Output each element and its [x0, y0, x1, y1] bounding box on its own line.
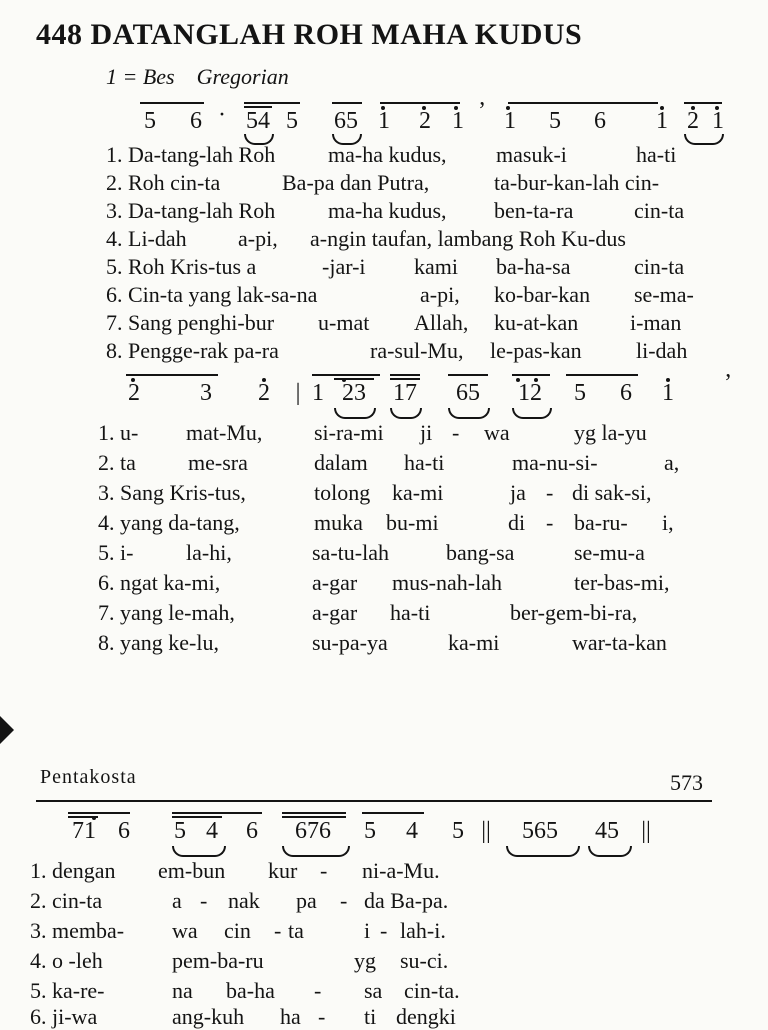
note: 1: [312, 380, 324, 406]
lyric-syllable: -: [320, 858, 328, 883]
key-label: 1 = Bes: [106, 64, 175, 89]
lyric-syllable: a-gar: [312, 600, 358, 625]
beam: [172, 812, 262, 814]
beam: [312, 374, 380, 376]
lyric-syllable: sa: [364, 978, 383, 1003]
lyric-syllable: li-dah: [636, 338, 688, 363]
lyric-syllable: i: [364, 918, 371, 943]
lyric-syllable: ha-ti: [390, 600, 431, 625]
slur: [282, 846, 350, 857]
key-signature: [106, 64, 289, 90]
verse-3-line-1: [0, 198, 768, 226]
lyric-syllable: tolong: [314, 480, 371, 505]
lyric-syllable: -: [318, 1004, 326, 1029]
lyric-syllable: 6. ji-wa: [30, 1004, 98, 1029]
lyric-syllable: ba-ru-: [574, 510, 628, 535]
note: 1: [712, 108, 724, 134]
note: 5: [549, 108, 561, 134]
lyric-syllable: di sak-si,: [572, 480, 652, 505]
lyric-syllable: 2. cin-ta: [30, 888, 103, 913]
note: 6: [620, 380, 632, 406]
note: 2: [258, 380, 270, 406]
lyric-syllable: yg la-yu: [574, 420, 647, 445]
lyric-syllable: mat-Mu,: [186, 420, 263, 445]
lyric-syllable: a-ngin taufan, lambang Roh Ku-dus: [310, 226, 626, 251]
verse-3-line-3: [0, 918, 768, 948]
verse-7-line-1: [0, 310, 768, 338]
note: 6: [190, 108, 202, 134]
lyric-syllable: lah-i.: [400, 918, 446, 943]
lyric-syllable: ha-ti: [404, 450, 445, 475]
lyric-syllable: yg: [354, 948, 376, 973]
lyric-syllable: sa-tu-lah: [312, 540, 389, 565]
note: 23: [342, 380, 366, 406]
lyric-syllable: wa: [172, 918, 198, 943]
lyric-syllable: ma-nu-si-: [512, 450, 598, 475]
lyric-syllable: ma-ha kudus,: [328, 142, 447, 167]
lyric-syllable: nak: [228, 888, 260, 913]
lyric-syllable: 6. Cin-ta yang lak-sa-na: [106, 282, 318, 307]
lyric-syllable: -jar-i: [322, 254, 366, 279]
slur: [512, 408, 552, 419]
lyric-syllable: Ba-pa dan Putra,: [282, 170, 430, 195]
beam: [126, 374, 218, 376]
lyric-syllable: cin-ta.: [404, 978, 460, 1003]
note: 1: [452, 108, 464, 134]
slur: [390, 408, 422, 419]
lyric-syllable: 2. Roh cin-ta: [106, 170, 221, 195]
lyric-syllable: se-mu-a: [574, 540, 645, 565]
lyric-syllable: 1. Da-tang-lah Roh: [106, 142, 276, 167]
lyric-syllable: i-man: [630, 310, 682, 335]
lyric-syllable: bu-mi: [386, 510, 439, 535]
lyric-syllable: cin-ta: [634, 254, 685, 279]
lyric-syllable: 4. yang da-tang,: [98, 510, 240, 535]
slur: [588, 846, 632, 857]
beam: [140, 102, 204, 104]
note: 17: [393, 380, 417, 406]
lyric-syllable: ha: [280, 1004, 301, 1029]
lyric-syllable: le-pas-kan: [490, 338, 582, 363]
lyric-syllable: me-sra: [188, 450, 248, 475]
breath-mark: ’: [724, 370, 732, 396]
double-barline: ||: [641, 818, 651, 844]
beam: [508, 102, 658, 104]
note: 6: [246, 818, 258, 844]
verse-8-line-2: [0, 630, 768, 660]
lyric-syllable: ben-ta-ra: [494, 198, 574, 223]
lyric-syllable: ba-ha: [226, 978, 275, 1003]
note: 4: [406, 818, 418, 844]
beam: [390, 374, 420, 376]
lyric-syllable: ka-mi: [392, 480, 444, 505]
slur: [506, 846, 580, 857]
note: 1: [378, 108, 390, 134]
verse-5-line-1: [0, 254, 768, 282]
note: 5: [286, 108, 298, 134]
lyric-syllable: Allah,: [414, 310, 469, 335]
note: 5: [144, 108, 156, 134]
lyric-syllable: da Ba-pa.: [364, 888, 449, 913]
note: 1: [662, 380, 674, 406]
lyric-syllable: 3. memba-: [30, 918, 125, 943]
lyric-syllable: a-pi,: [238, 226, 278, 251]
lyric-syllable: ti: [364, 1004, 377, 1029]
note: 65: [334, 108, 358, 134]
lyric-syllable: -: [200, 888, 208, 913]
verse-5-line-2: [0, 540, 768, 570]
lyric-syllable: ter-bas-mi,: [574, 570, 670, 595]
lyric-syllable: a-gar: [312, 570, 358, 595]
double-barline: ||: [481, 818, 491, 844]
lyric-syllable: mus-nah-lah: [392, 570, 502, 595]
lyric-syllable: wa: [484, 420, 510, 445]
lyric-syllable: ang-kuh: [172, 1004, 245, 1029]
notation-system-3: [0, 818, 768, 858]
note: 565: [522, 818, 558, 844]
lyric-syllable: ba-ha-sa: [496, 254, 571, 279]
lyric-syllable: 5. i-: [98, 540, 134, 565]
lyric-syllable: 1. dengan: [30, 858, 116, 883]
note: 65: [456, 380, 480, 406]
verse-4-line-2: [0, 510, 768, 540]
lyric-syllable: si-ra-mi: [314, 420, 384, 445]
lyric-syllable: la-hi,: [186, 540, 232, 565]
lyric-syllable: cin-ta: [634, 198, 685, 223]
lyric-syllable: a-pi,: [420, 282, 460, 307]
verse-1-line-3: [0, 858, 768, 888]
note: 54: [246, 108, 270, 134]
verse-1-line-1: [0, 142, 768, 170]
verse-8-line-1: [0, 338, 768, 366]
slur: [172, 846, 226, 857]
beam: [362, 812, 424, 814]
breath-mark: ’: [478, 98, 486, 124]
lyric-syllable: -: [546, 510, 554, 535]
lyric-syllable: kami: [414, 254, 458, 279]
beam: [684, 102, 722, 104]
beam: [282, 812, 346, 814]
verse-6-line-1: [0, 282, 768, 310]
lyric-syllable: masuk-i: [496, 142, 567, 167]
page-number: 573: [670, 770, 703, 795]
note: 12: [518, 380, 542, 406]
lyric-syllable: 4. o -leh: [30, 948, 103, 973]
lyric-syllable: ja: [510, 480, 526, 505]
note: 4: [206, 818, 218, 844]
beam: [332, 102, 362, 104]
lyric-syllable: 7. yang le-mah,: [98, 600, 235, 625]
lyric-syllable: 2. ta: [98, 450, 136, 475]
lyric-syllable: -: [314, 978, 322, 1003]
lyric-syllable: ko-bar-kan: [494, 282, 591, 307]
lyric-syllable: 6. ngat ka-mi,: [98, 570, 221, 595]
lyric-syllable: a,: [664, 450, 680, 475]
page-edge-marker: [0, 716, 14, 744]
lyric-syllable: 3. Sang Kris-tus,: [98, 480, 246, 505]
lyric-syllable: 7. Sang penghi-bur: [106, 310, 275, 335]
note: 5: [364, 818, 376, 844]
lyric-syllable: 8. yang ke-lu,: [98, 630, 219, 655]
verse-7-line-2: [0, 600, 768, 630]
lyric-syllable: di: [508, 510, 526, 535]
lyric-syllable: a: [172, 888, 182, 913]
note: 6: [594, 108, 606, 134]
lyric-syllable: i,: [662, 510, 674, 535]
note: 1: [504, 108, 516, 134]
verse-2-line-1: [0, 170, 768, 198]
slur: [448, 408, 490, 419]
verse-4-line-1: [0, 226, 768, 254]
note: 5: [574, 380, 586, 406]
verse-6-line-2: [0, 570, 768, 600]
note-dot: ·: [218, 102, 226, 128]
style-label: Gregorian: [196, 64, 289, 89]
lyric-syllable: dengki: [396, 1004, 456, 1029]
lyric-syllable: pa: [296, 888, 317, 913]
lyric-syllable: muka: [314, 510, 363, 535]
note: 2: [128, 380, 140, 406]
beam: [380, 102, 460, 104]
section-label: Pentakosta: [40, 766, 137, 788]
lyric-syllable: -: [380, 918, 388, 943]
note: 5: [452, 818, 464, 844]
lyric-syllable: 5. Roh Kris-tus a: [106, 254, 257, 279]
beam: [448, 374, 488, 376]
lyric-syllable: 1. u-: [98, 420, 139, 445]
lyric-syllable: cin: [224, 918, 251, 943]
lyric-syllable: su-ci.: [400, 948, 449, 973]
hymn-number: 448: [36, 18, 83, 51]
verse-3-line-2: [0, 480, 768, 510]
lyric-syllable: war-ta-kan: [572, 630, 667, 655]
lyric-syllable: 4. Li-dah: [106, 226, 187, 251]
lyric-syllable: ku-at-kan: [494, 310, 579, 335]
lyric-syllable: ma-ha kudus,: [328, 198, 447, 223]
lyric-syllable: su-pa-ya: [312, 630, 388, 655]
verse-1-line-2: [0, 420, 768, 450]
lyric-syllable: ra-sul-Mu,: [370, 338, 464, 363]
barline: |: [295, 380, 301, 406]
note: 45: [595, 818, 619, 844]
lyric-syllable: -: [274, 918, 282, 943]
notation-system-2: [0, 370, 768, 420]
lyric-syllable: kur: [268, 858, 298, 883]
note: 5: [174, 818, 186, 844]
lyric-syllable: ta-bur-kan-lah cin-: [494, 170, 660, 195]
lyric-syllable: ha-ti: [636, 142, 677, 167]
beam: [512, 374, 550, 376]
lyric-syllable: 8. Pengge-rak pa-ra: [106, 338, 279, 363]
note: 2: [419, 108, 431, 134]
lyric-syllable: na: [172, 978, 193, 1003]
note: 676: [295, 818, 331, 844]
lyric-syllable: u-mat: [318, 310, 370, 335]
note: 71: [72, 818, 96, 844]
note: 2: [687, 108, 699, 134]
verse-2-line-3: [0, 888, 768, 918]
lyric-syllable: bang-sa: [446, 540, 515, 565]
lyric-syllable: -: [340, 888, 348, 913]
slur: [334, 408, 376, 419]
note: 6: [118, 818, 130, 844]
verse-4-line-3: [0, 948, 768, 978]
lyric-syllable: ka-mi: [448, 630, 500, 655]
lyric-syllable: se-ma-: [634, 282, 694, 307]
hymn-title: DATANGLAH ROH MAHA KUDUS: [90, 18, 583, 51]
lyric-syllable: ta: [288, 918, 304, 943]
lyric-syllable: pem-ba-ru: [172, 948, 264, 973]
verse-2-line-2: [0, 450, 768, 480]
note: 3: [200, 380, 212, 406]
lyric-syllable: ber-gem-bi-ra,: [510, 600, 638, 625]
lyric-syllable: -: [546, 480, 554, 505]
verse-6-line-3: [0, 1004, 768, 1029]
lyric-syllable: -: [452, 420, 460, 445]
divider: [36, 800, 712, 802]
lyric-syllable: 5. ka-re-: [30, 978, 105, 1003]
lyric-syllable: em-bun: [158, 858, 226, 883]
lyric-syllable: 3. Da-tang-lah Roh: [106, 198, 276, 223]
lyric-syllable: dalam: [314, 450, 368, 475]
hymn-title-line: [36, 18, 582, 52]
beam: [68, 812, 130, 814]
lyric-syllable: ji: [420, 420, 433, 445]
beam: [244, 102, 300, 104]
lyric-syllable: ni-a-Mu.: [362, 858, 440, 883]
beam: [566, 374, 638, 376]
note: 1: [656, 108, 668, 134]
